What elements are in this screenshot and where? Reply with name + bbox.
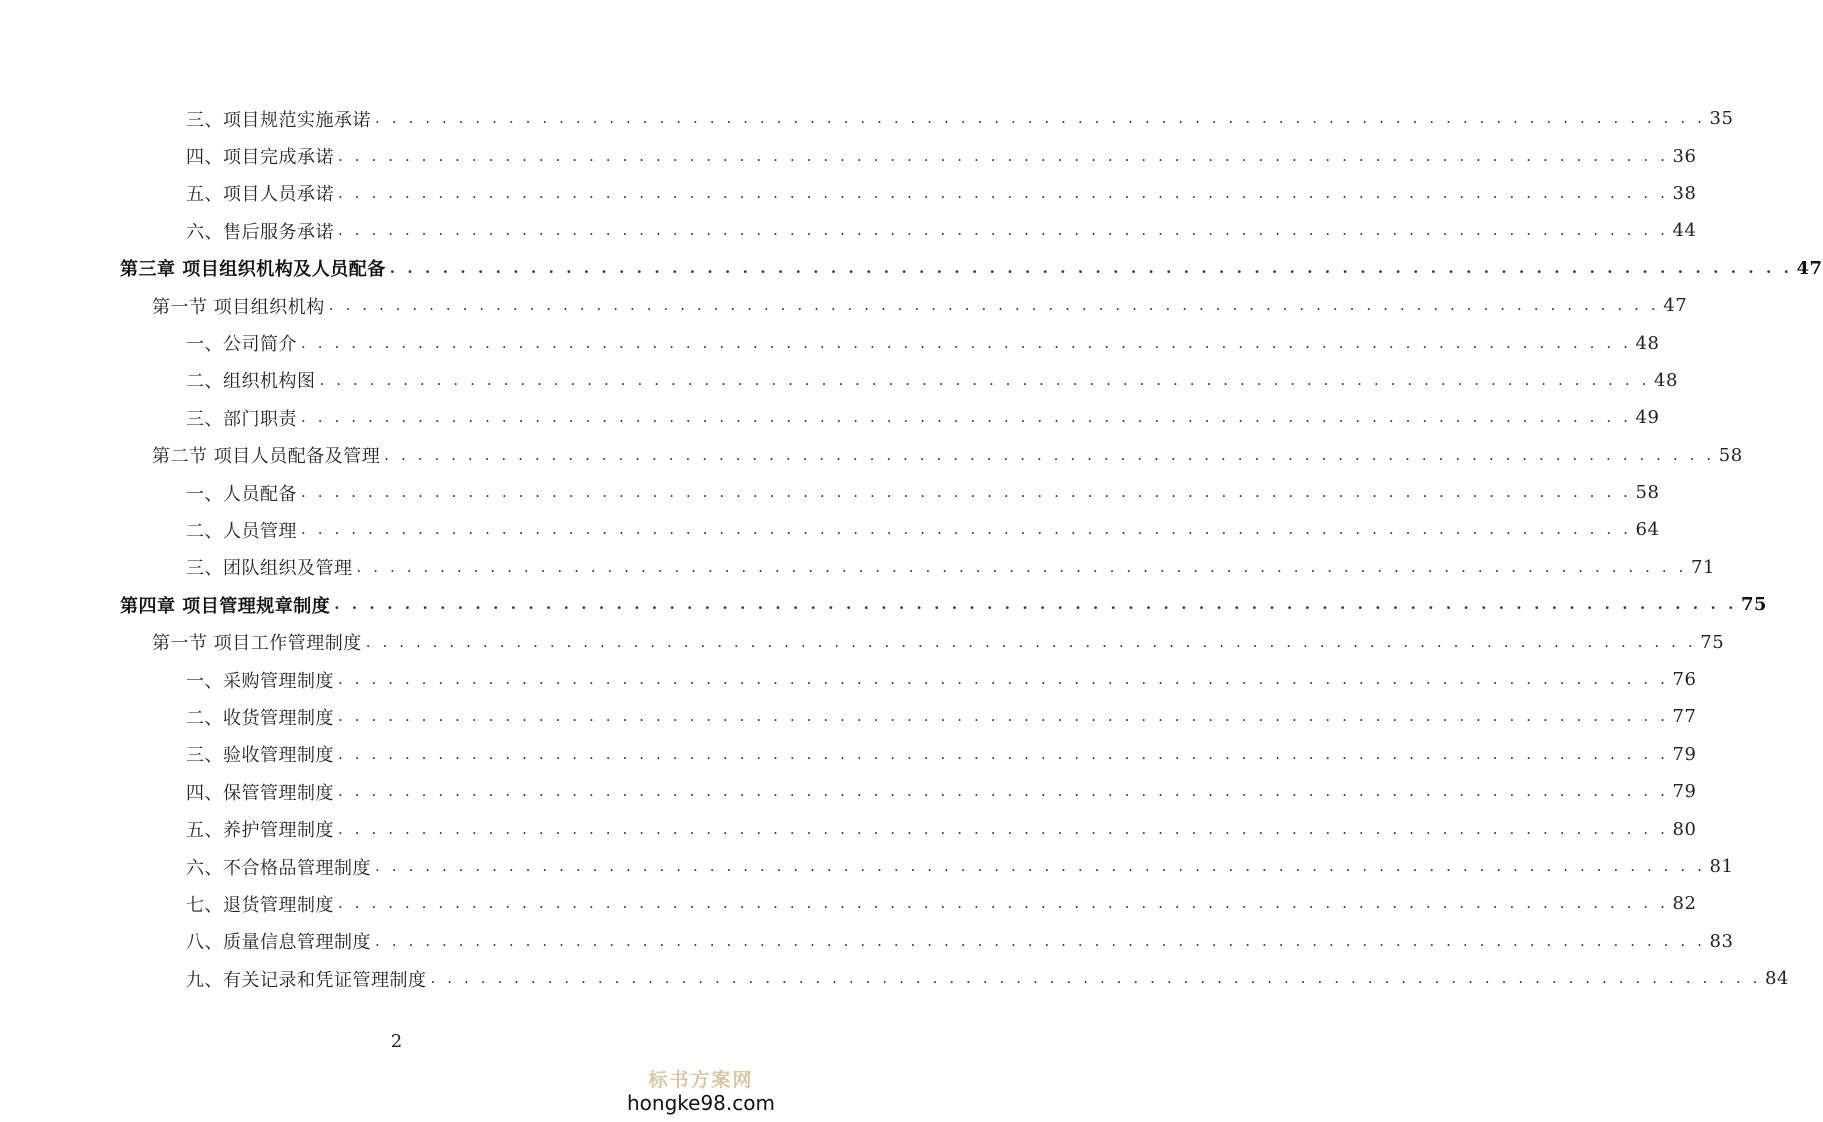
toc-item-entry[interactable]: [0, 885, 1697, 922]
toc-entry-label: 四、保管管理制度: [186, 779, 338, 805]
toc-item-entry[interactable]: [0, 661, 1697, 698]
toc-entry-label: 四、项目完成承诺: [186, 143, 338, 169]
toc-entry-label: 二、收货管理制度: [186, 704, 338, 730]
toc-entry-label: 二、人员管理: [186, 517, 301, 543]
toc-entry-page: 47: [1796, 257, 1823, 279]
toc-entry-page: 83: [1709, 930, 1734, 952]
toc-item-entry[interactable]: [0, 698, 1697, 735]
toc-entry-page: 82: [1672, 893, 1697, 915]
toc-entry-page: 38: [1672, 182, 1697, 204]
toc-entry-label: 三、团队组织及管理: [186, 554, 357, 580]
toc-item-entry[interactable]: [0, 960, 1789, 997]
toc-leader-dots: . . . . . . . . . . . . . . . . . . . . . . . . . . . . . . . . . . . . . . . . . . . . . . . . . . . . . . . . . . . . . . . . . . . . . . . . . . . . . . . .: [319, 370, 1651, 389]
toc-entry-label: 八、质量信息管理制度: [186, 928, 375, 954]
toc-entry-label: 五、养护管理制度: [186, 816, 338, 842]
watermark-text-en: hongke98.com: [627, 1091, 775, 1115]
toc-item-entry[interactable]: [0, 810, 1697, 847]
toc-item-entry[interactable]: [0, 773, 1697, 810]
watermark-logo: [621, 1069, 781, 1114]
toc-leader-dots: . . . . . . . . . . . . . . . . . . . . . . . . . . . . . . . . . . . . . . . . . . . . . . . . . . . . . . . . . . . . . . . . . . . . . . . . . . . . . . . .: [338, 782, 1669, 801]
toc-entry-page: 79: [1672, 781, 1697, 803]
toc-entry-label: 三、部门职责: [186, 405, 301, 431]
toc-entry-page: 48: [1635, 332, 1660, 354]
toc-item-entry[interactable]: [0, 399, 1660, 436]
toc-item-entry[interactable]: [0, 212, 1697, 249]
toc-entry-page: 79: [1672, 743, 1697, 765]
toc-entry-label: 一、公司简介: [186, 330, 301, 356]
toc-entry-label: 九、有关记录和凭证管理制度: [186, 966, 431, 992]
toc-leader-dots: . . . . . . . . . . . . . . . . . . . . . . . . . . . . . . . . . . . . . . . . . . . . . . . . . . . . . . . . . . . . . . . . . . . . . . . . . . . . . . . .: [430, 969, 1762, 988]
toc-entry-label: 三、项目规范实施承诺: [186, 106, 375, 132]
toc-item-entry[interactable]: [0, 511, 1660, 548]
toc-entry-page: 58: [1635, 482, 1660, 504]
toc-entry-label: 第一节 项目组织机构: [152, 293, 329, 319]
toc-entry-label: 第三章 项目组织机构及人员配备: [120, 255, 390, 281]
toc-leader-dots: . . . . . . . . . . . . . . . . . . . . . . . . . . . . . . . . . . . . . . . . . . . . . . . . . . . . . . . . . . . . . . . . . . . . . . . . . . . . . . . .: [384, 445, 1715, 464]
toc-leader-dots: . . . . . . . . . . . . . . . . . . . . . . . . . . . . . . . . . . . . . . . . . . . . . . . . . . . . . . . . . . . . . . . . . . . . . . . . . . . . . . . .: [338, 744, 1669, 763]
toc-item-entry[interactable]: [0, 736, 1697, 773]
toc-entry-label: 三、验收管理制度: [186, 741, 338, 767]
toc-entry-page: 58: [1718, 444, 1743, 466]
toc-item-entry[interactable]: [0, 137, 1697, 174]
toc-entry-page: 44: [1672, 220, 1697, 242]
toc-item-entry[interactable]: [0, 549, 1715, 586]
table-of-contents: [0, 100, 1823, 997]
toc-leader-dots: . . . . . . . . . . . . . . . . . . . . . . . . . . . . . . . . . . . . . . . . . . . . . . . . . . . . . . . . . . . . . . . . . . . . . . . . . . . . . . . .: [301, 408, 1632, 427]
toc-leader-dots: . . . . . . . . . . . . . . . . . . . . . . . . . . . . . . . . . . . . . . . . . . . . . . . . . . . . . . . . . . . . . . . . . . . . . . . . . . . . . . . .: [389, 258, 1793, 277]
toc-entry-page: 47: [1663, 295, 1688, 317]
toc-leader-dots: . . . . . . . . . . . . . . . . . . . . . . . . . . . . . . . . . . . . . . . . . . . . . . . . . . . . . . . . . . . . . . . . . . . . . . . . . . . . . . . .: [301, 520, 1632, 539]
toc-section-entry[interactable]: [0, 287, 1688, 324]
toc-entry-label: 第四章 项目管理规章制度: [120, 592, 334, 618]
toc-leader-dots: . . . . . . . . . . . . . . . . . . . . . . . . . . . . . . . . . . . . . . . . . . . . . . . . . . . . . . . . . . . . . . . . . . . . . . . . . . . . . . . .: [301, 333, 1632, 352]
toc-leader-dots: . . . . . . . . . . . . . . . . . . . . . . . . . . . . . . . . . . . . . . . . . . . . . . . . . . . . . . . . . . . . . . . . . . . . . . . . . . . . . . . .: [338, 183, 1669, 202]
toc-entry-page: 75: [1741, 594, 1768, 616]
toc-item-entry[interactable]: [0, 923, 1734, 960]
page-number: 2: [390, 1031, 403, 1052]
toc-leader-dots: . . . . . . . . . . . . . . . . . . . . . . . . . . . . . . . . . . . . . . . . . . . . . . . . . . . . . . . . . . . . . . . . . . . . . . . . . . . . . . . .: [334, 595, 1737, 614]
toc-entry-page: 76: [1672, 669, 1697, 691]
toc-leader-dots: . . . . . . . . . . . . . . . . . . . . . . . . . . . . . . . . . . . . . . . . . . . . . . . . . . . . . . . . . . . . . . . . . . . . . . . . . . . . . . . .: [301, 483, 1632, 502]
toc-entry-page: 36: [1672, 145, 1697, 167]
toc-entry-label: 一、人员配备: [186, 480, 301, 506]
toc-item-entry[interactable]: [0, 324, 1660, 361]
toc-leader-dots: . . . . . . . . . . . . . . . . . . . . . . . . . . . . . . . . . . . . . . . . . . . . . . . . . . . . . . . . . . . . . . . . . . . . . . . . . . . . . . . .: [375, 931, 1706, 950]
toc-leader-dots: . . . . . . . . . . . . . . . . . . . . . . . . . . . . . . . . . . . . . . . . . . . . . . . . . . . . . . . . . . . . . . . . . . . . . . . . . . . . . . . .: [338, 670, 1669, 689]
toc-leader-dots: . . . . . . . . . . . . . . . . . . . . . . . . . . . . . . . . . . . . . . . . . . . . . . . . . . . . . . . . . . . . . . . . . . . . . . . . . . . . . . . .: [328, 296, 1660, 315]
toc-entry-page: 75: [1700, 631, 1725, 653]
toc-entry-label: 五、项目人员承诺: [186, 180, 338, 206]
toc-leader-dots: . . . . . . . . . . . . . . . . . . . . . . . . . . . . . . . . . . . . . . . . . . . . . . . . . . . . . . . . . . . . . . . . . . . . . . . . . . . . . . . .: [356, 557, 1688, 576]
toc-entry-page: 77: [1672, 706, 1697, 728]
toc-entry-page: 35: [1709, 108, 1734, 130]
toc-item-entry[interactable]: [0, 100, 1734, 137]
toc-item-entry[interactable]: [0, 175, 1697, 212]
toc-section-entry[interactable]: [0, 623, 1725, 660]
toc-leader-dots: . . . . . . . . . . . . . . . . . . . . . . . . . . . . . . . . . . . . . . . . . . . . . . . . . . . . . . . . . . . . . . . . . . . . . . . . . . . . . . . .: [338, 819, 1669, 838]
watermark-text-cn: 标书方案网: [648, 1069, 754, 1092]
toc-leader-dots: . . . . . . . . . . . . . . . . . . . . . . . . . . . . . . . . . . . . . . . . . . . . . . . . . . . . . . . . . . . . . . . . . . . . . . . . . . . . . . . .: [338, 146, 1669, 165]
toc-entry-label: 第一节 项目工作管理制度: [152, 629, 366, 655]
toc-leader-dots: . . . . . . . . . . . . . . . . . . . . . . . . . . . . . . . . . . . . . . . . . . . . . . . . . . . . . . . . . . . . . . . . . . . . . . . . . . . . . . . .: [338, 221, 1669, 240]
toc-entry-page: 80: [1672, 818, 1697, 840]
toc-entry-label: 一、采购管理制度: [186, 667, 338, 693]
toc-entry-page: 49: [1635, 407, 1660, 429]
toc-item-entry[interactable]: [0, 474, 1660, 511]
toc-section-entry[interactable]: [0, 437, 1743, 474]
toc-leader-dots: . . . . . . . . . . . . . . . . . . . . . . . . . . . . . . . . . . . . . . . . . . . . . . . . . . . . . . . . . . . . . . . . . . . . . . . . . . . . . . . .: [375, 109, 1706, 128]
toc-entry-label: 第二节 项目人员配备及管理: [152, 442, 384, 468]
toc-chapter-entry[interactable]: [0, 250, 1823, 287]
toc-entry-page: 48: [1654, 369, 1678, 391]
toc-item-entry[interactable]: [0, 362, 1678, 399]
toc-leader-dots: . . . . . . . . . . . . . . . . . . . . . . . . . . . . . . . . . . . . . . . . . . . . . . . . . . . . . . . . . . . . . . . . . . . . . . . . . . . . . . . .: [338, 894, 1669, 913]
toc-entry-label: 二、组织机构图: [186, 367, 320, 393]
toc-entry-page: 71: [1691, 556, 1715, 578]
toc-chapter-entry[interactable]: [0, 586, 1768, 623]
toc-entry-label: 六、售后服务承诺: [186, 218, 338, 244]
toc-entry-page: 84: [1765, 968, 1789, 990]
toc-entry-page: 64: [1635, 519, 1660, 541]
toc-item-entry[interactable]: [0, 848, 1734, 885]
toc-entry-page: 81: [1709, 856, 1734, 877]
toc-leader-dots: . . . . . . . . . . . . . . . . . . . . . . . . . . . . . . . . . . . . . . . . . . . . . . . . . . . . . . . . . . . . . . . . . . . . . . . . . . . . . . . .: [375, 857, 1706, 875]
toc-entry-label: 七、退货管理制度: [186, 891, 338, 917]
toc-leader-dots: . . . . . . . . . . . . . . . . . . . . . . . . . . . . . . . . . . . . . . . . . . . . . . . . . . . . . . . . . . . . . . . . . . . . . . . . . . . . . . . .: [338, 707, 1669, 726]
toc-entry-label: 六、不合格品管理制度: [186, 854, 375, 880]
toc-leader-dots: . . . . . . . . . . . . . . . . . . . . . . . . . . . . . . . . . . . . . . . . . . . . . . . . . . . . . . . . . . . . . . . . . . . . . . . . . . . . . . . .: [365, 632, 1697, 651]
